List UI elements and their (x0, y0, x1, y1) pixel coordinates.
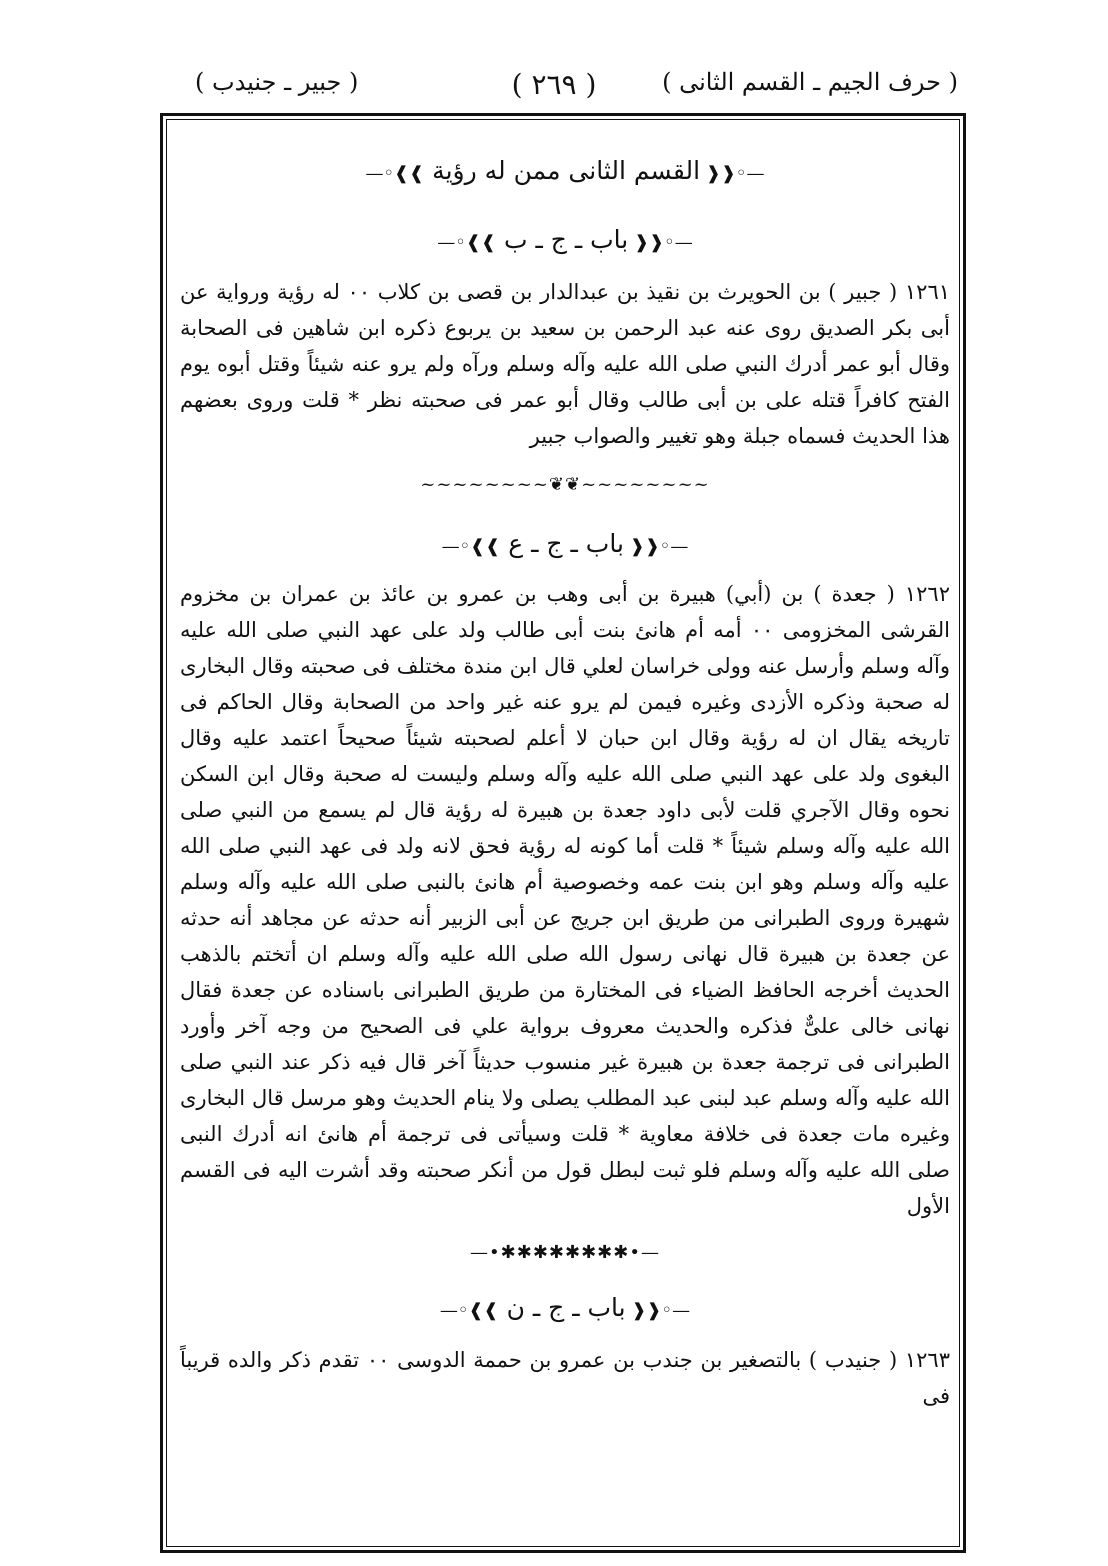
section-heading-row (180, 1293, 950, 1322)
page-content (180, 140, 950, 1414)
section-heading: باب ـ ج ـ ع (508, 529, 624, 558)
heading-ornament-left: ❱❱◦— (437, 232, 497, 253)
section-heading: باب ـ ج ـ ب (504, 225, 629, 254)
section-heading: باب ـ ج ـ ن (506, 1293, 626, 1322)
page-number: ( ٢٦٩ ) (511, 68, 597, 101)
section-heading-row (180, 529, 950, 558)
running-header-left: ( جبير ـ جنيدب ) (195, 68, 359, 96)
entry-1261: ١٢٦١ ( جبير ) بن الحويرث بن نقيذ بن عبدالدار بن قصى بن كلاب ٠٠ له رؤية ورواية عن أبى بكر الصديق روى عنه عبد الرحمن بن سعيد بن يربوع ذكره ابن شاهين فى الصحابة وقال أبو عمر أدرك النبي صلى الله عليه وآله وسلم ورآه ولم يرو عنه شيئاً وقتل أبوه يوم الفتح كافراً قتله على بن أبى طالب وقال أبو عمر فى صحبته نظر * قلت وروى بعضهم هذا الحديث فسماه جبلة وهو تغيير والصواب جبير (180, 280, 951, 448)
section-heading-row (180, 225, 950, 254)
main-title-row (180, 156, 950, 185)
section-divider: —•✱✱✱✱✱✱✱✱•— (470, 1242, 660, 1263)
heading-ornament-right: —◦❰❰ (625, 1300, 691, 1321)
main-title: القسم الثانى ممن له رؤية (432, 156, 701, 185)
heading-ornament-right: —◦❰❰ (628, 232, 693, 253)
title-ornament-right: —◦❰❰ (700, 163, 765, 184)
entry-1262: ١٢٦٢ ( جعدة ) بن (أبي) هبيرة بن أبى وهب بن عمرو بن عائذ بن عمران بن مخزوم القرشى المخزومى ٠٠ أمه أم هانئ بنت أبى طالب ولد على عهد النبي صلى الله عليه وآله وسلم وأرسل عنه وولى خراسان لعلي قال ابن مندة مختلف فى صحبته وقال البخارى له صحبة وذكره الأزدى وغيره فيمن لم يرو عنه غير واحد من الصحابة وقال الحاكم فى تاريخه يقال ان له رؤية وقال ابن حبان لا أعلم لصحبته شيئاً صحيحاً اعتمد عليه وقال البغوى ولد على عهد النبي صلى الله عليه وآله وسلم وليست له صحبة وقال ابن السكن نحوه وقال الآجري قلت لأبى داود جعدة بن هبيرة له رؤية قال لم يسمع من النبي صلى الله عليه وآله وسلم شيئاً * قلت أما كونه له رؤية فحق لانه ولد فى عهد النبي صلى الله عليه وآله وسلم وهو ابن بنت عمه وخصوصية أم هانئ بالنبى صلى الله عليه وآله وسلم شهيرة وروى الطبرانى من طريق ابن جريج عن أبى الزبير أنه حدثه عن مجاهد أنه حدثه عن جعدة بن هبيرة قال نهانى رسول الله صلى الله عليه وآله وسلم ان أتختم بالذهب الحديث أخرجه الحافظ الضياء فى المختارة من طريق الطبرانى باسناده عن جعدة فقال نهانى خالى علىٌّ فذكره والحديث معروف برواية علي فى الصحيح من وجه آخر وأورد الطبرانى فى ترجمة جعدة بن هبيرة غير منسوب حديثاً آخر قال فيه ذكر عند النبي صلى الله عليه وآله وسلم عبد لبنى عبد المطلب يصلى ولا ينام الحديث وهو مرسل قال البخارى وغيره مات جعدة فى خلافة معاوية * قلت وسيأتى فى ترجمة أم هانئ انه أدرك النبى صلى الله عليه وآله وسلم فلو ثبت لبطل قول من أنكر صحبته وقد أشرت اليه فى القسم الأول (180, 582, 950, 1218)
heading-ornament-right: —◦❰❰ (623, 536, 689, 557)
heading-ornament-left: ❱❱◦— (441, 536, 501, 557)
running-header-right: ( حرف الجيم ـ القسم الثانى ) (662, 68, 958, 96)
heading-ornament-left: ❱❱◦— (439, 1300, 499, 1321)
title-ornament-left: ❱❱◦— (365, 163, 425, 184)
section-divider: ~~~~~~~~❦❦~~~~~~~~ (420, 474, 710, 495)
entry-1263: ١٢٦٣ ( جنيدب ) بالتصغير بن جندب بن عمرو بن حممة الدوسى ٠٠ تقدم ذكر والده قريباً فى (180, 1348, 950, 1408)
